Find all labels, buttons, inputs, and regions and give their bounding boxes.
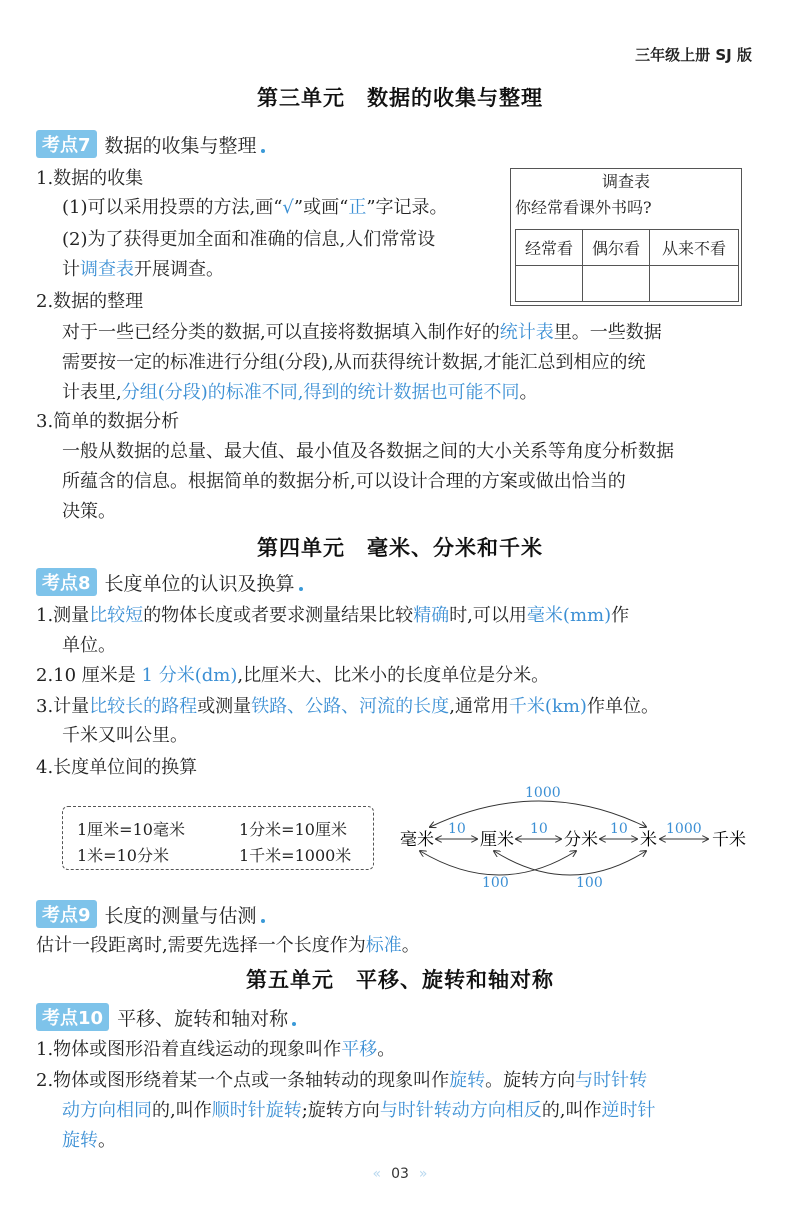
chevron-right-icon: » — [418, 1166, 428, 1182]
kd7-title: 数据的收集与整理 — [104, 134, 257, 157]
unit-dm: 分米 — [564, 830, 598, 850]
i5-text: 估计一段距离时,需要先选择一个长度作为标准。 — [36, 935, 420, 956]
step-3: 10 — [610, 821, 628, 837]
arc-bottom-left — [420, 851, 576, 875]
s1b-text-1: (2)为了获得更加全面和准确的信息,人们常常设 — [62, 229, 436, 250]
grade-label: 三年级上册 SJ 版 — [635, 46, 752, 64]
unit-cm: 厘米 — [480, 830, 514, 850]
dot-icon — [261, 919, 265, 923]
survey-caption: 调查表 — [601, 172, 650, 191]
kd9-heading — [36, 900, 265, 928]
kd7-badge: 考点7 — [36, 130, 97, 158]
j1-text: 1.物体或图形沿着直线运动的现象叫作平移。 — [36, 1039, 396, 1060]
i3-text-1: 3.计量比较长的路程或测量铁路、公路、河流的长度,通常用千米(km)作单位。 — [36, 696, 659, 717]
dot-icon — [261, 149, 265, 153]
s1b-text-2: 计调查表开展调查。 — [62, 259, 224, 280]
unit5-title: 第五单元 平移、旋转和轴对称 — [246, 968, 554, 992]
s2-text-1: 对于一些已经分类的数据,可以直接将数据填入制作好的统计表里。一些数据 — [62, 322, 662, 343]
s2-text-3: 计表里,分组(分段)的标准不同,得到的统计数据也可能不同。 — [62, 382, 538, 403]
arc-bottom-right-label: 100 — [576, 875, 603, 891]
survey-col-2: 偶尔看 — [583, 230, 650, 266]
arc-top-label: 1000 — [525, 785, 561, 801]
step-4: 1000 — [666, 821, 702, 837]
unit-mm: 毫米 — [400, 830, 434, 850]
kd9-title: 长度的测量与估测 — [104, 904, 257, 927]
j2-text-3: 旋转。 — [62, 1130, 116, 1151]
conv-1: 1厘米=10毫米 — [77, 820, 185, 839]
s2-text-2: 需要按一定的标准进行分组(分段),从而获得统计数据,才能汇总到相应的统 — [62, 352, 646, 373]
j2-text-2: 动方向相同的,叫作顺时针旋转;旋转方向与时针转动方向相反的,叫作逆时针 — [62, 1100, 656, 1121]
kd8-heading — [36, 568, 303, 596]
i1-text-1: 1.测量比较短的物体长度或者要求测量结果比较精确时,可以用毫米(mm)作 — [36, 605, 630, 626]
kd10-heading — [36, 1003, 296, 1031]
s3-text-1: 一般从数据的总量、最大值、最小值及各数据之间的大小关系等角度分析数据 — [62, 441, 674, 462]
s2-heading: 2.数据的整理 — [36, 291, 144, 312]
unit-m: 米 — [640, 830, 657, 850]
kd9-badge: 考点9 — [36, 900, 97, 928]
s3-text-2: 所蕴含的信息。根据简单的数据分析,可以设计合理的方案或做出恰当的 — [62, 471, 626, 492]
s1a-text: (1)可以采用投票的方法,画“√”或画“正”字记录。 — [62, 197, 448, 218]
chevron-left-icon: « — [372, 1166, 382, 1182]
s3-heading: 3.简单的数据分析 — [36, 411, 180, 432]
s1-heading: 1.数据的收集 — [36, 168, 144, 189]
page-number: 03 — [391, 1166, 409, 1182]
dot-icon — [292, 1022, 296, 1026]
unit-conversion-diagram — [390, 775, 770, 895]
conv-2: 1分米=10厘米 — [239, 820, 347, 839]
arc-bottom-left-label: 100 — [482, 875, 509, 891]
conv-4: 1千米=1000米 — [239, 846, 352, 865]
unit3-title: 第三单元 数据的收集与整理 — [257, 86, 543, 110]
kd10-title: 平移、旋转和轴对称 — [117, 1007, 289, 1030]
survey-grid — [515, 229, 739, 302]
survey-cell — [583, 266, 650, 302]
survey-col-1: 经常看 — [516, 230, 583, 266]
kd7-heading — [36, 130, 265, 158]
s3-text-3: 决策。 — [62, 501, 116, 522]
i1-text-2: 单位。 — [62, 635, 116, 656]
survey-col-3: 从来不看 — [650, 230, 739, 266]
conversion-box — [62, 806, 374, 870]
dot-icon — [299, 587, 303, 591]
kd8-badge: 考点8 — [36, 568, 97, 596]
kd10-badge: 考点10 — [36, 1003, 109, 1031]
survey-table — [510, 168, 742, 306]
i3-text-2: 千米又叫公里。 — [62, 725, 188, 746]
i4-heading: 4.长度单位间的换算 — [36, 757, 198, 778]
survey-question: 你经常看课外书吗? — [515, 198, 652, 217]
page-footer — [0, 1166, 800, 1182]
survey-cell — [650, 266, 739, 302]
kd8-title: 长度单位的认识及换算 — [104, 572, 295, 595]
survey-cell — [516, 266, 583, 302]
step-1: 10 — [448, 821, 466, 837]
unit4-title: 第四单元 毫米、分米和千米 — [257, 536, 543, 560]
j2-text-1: 2.物体或图形绕着某一个点或一条轴转动的现象叫作旋转。旋转方向与时针转 — [36, 1070, 648, 1091]
unit-km: 千米 — [712, 830, 746, 850]
conv-3: 1米=10分米 — [77, 846, 169, 865]
step-2: 10 — [530, 821, 548, 837]
i2-text: 2.10 厘米是 1 分米(dm),比厘米大、比米小的长度单位是分米。 — [36, 665, 550, 686]
